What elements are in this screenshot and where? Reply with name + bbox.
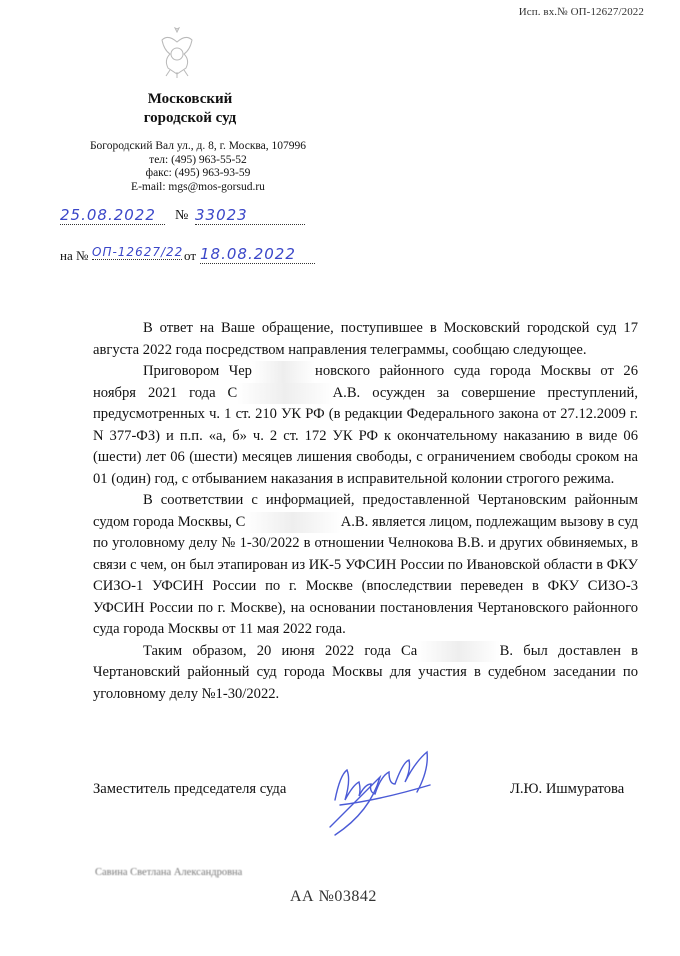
executor-name: Савина Светлана Александровна <box>95 867 243 878</box>
ref-from: от <box>184 248 197 263</box>
outgoing-number: 33023 <box>195 206 305 225</box>
paragraph-4-part-b: В. был доставлен в Чертановский районный суд города Москвы для участия в судебном заседании по уголовному делу №1-30/2022. <box>93 642 638 702</box>
paragraph-3 <box>93 490 638 641</box>
signatory-name: Л.Ю. Ишмуратова <box>510 781 625 797</box>
paragraph-2-part-b: новского районного суда города Москвы от 26 ноября 2021 года С <box>93 363 638 401</box>
outgoing-date: 25.08.2022 <box>60 206 165 225</box>
paragraph-2-part-c: А.В. осужден за совершение преступлений, предусмотренных ч. 1 ст. 210 УК РФ (в редакции Федерального закона от 27.12.2009 г. N 377-ФЗ) и п.п. «а, б» ч. 2 ст. 172 УК РФ к окончательному наказанию в виде 06 (шести) лет 06 (шести) месяцев лишения свободы, с ограничением свободы сроком на 01 (один) год, с отбыванием наказания в исправительной колонии строгого режима. <box>93 384 638 487</box>
redaction <box>252 361 315 383</box>
paragraph-1: В ответ на Ваше обращение, поступившее в Московский городской суд 17 августа 2022 года посредством направления телеграммы, сообщаю следующее. <box>93 320 638 358</box>
ref-number: ОП-12627/22 <box>92 245 184 259</box>
ref-prefix: на № <box>60 248 89 263</box>
court-email: E-mail: mgs@mos-gorsud.ru <box>131 180 265 193</box>
coat-of-arms-icon <box>154 26 200 78</box>
registration-row <box>60 206 310 228</box>
redaction <box>417 641 499 663</box>
redaction <box>237 383 332 405</box>
number-sign: № <box>175 208 189 223</box>
paragraph-3-part-b: А.В. является лицом, подлежащим вызову в суд по уголовному делу № 1-30/2022 в отношении Челнокова В.В. и других обвиняемых, в связи с чем, он был этапирован из ИК-5 УФСИН России по Ивановской области в ФКУ СИЗО-1 УФСИН России по г. Москве (впоследствии переведен в ФКУ СИЗО-3 УФСИН России по г. Москве), на основании постановления Чертановского районного суда города Москвы от 11 мая 2022 года. <box>93 513 638 637</box>
paragraph-4 <box>93 641 638 706</box>
form-serial-number: АА №03842 <box>290 888 377 905</box>
reference-row <box>60 245 320 267</box>
court-address: Богородский Вал ул., д. 8, г. Москва, 107996 <box>89 140 307 152</box>
letter-body <box>93 318 638 705</box>
court-phone: тел: (495) 963-55-52 <box>149 153 247 166</box>
incoming-ref: Исп. вх.№ ОП-12627/2022 <box>518 6 644 18</box>
court-fax: факс: (495) 963-93-59 <box>145 167 251 179</box>
signatory-title: Заместитель председателя суда <box>93 781 287 797</box>
paragraph-4-part-a: Таким образом, 20 июня 2022 года Са <box>143 642 418 659</box>
handwritten-signature <box>310 745 475 840</box>
ref-date: 18.08.2022 <box>200 245 315 264</box>
court-contacts <box>88 140 308 194</box>
redaction <box>245 512 340 534</box>
paragraph-2-part-a: Приговором Чер <box>143 363 252 379</box>
paragraph-3-part-a: В соответствии с информацией, предоставленной Чертановским районным судом города Москвы, С <box>93 492 638 530</box>
court-name-line2: городской суд <box>143 110 237 126</box>
court-name <box>120 90 260 128</box>
court-name-line1: Московский <box>147 91 233 107</box>
paragraph-2 <box>93 361 638 490</box>
